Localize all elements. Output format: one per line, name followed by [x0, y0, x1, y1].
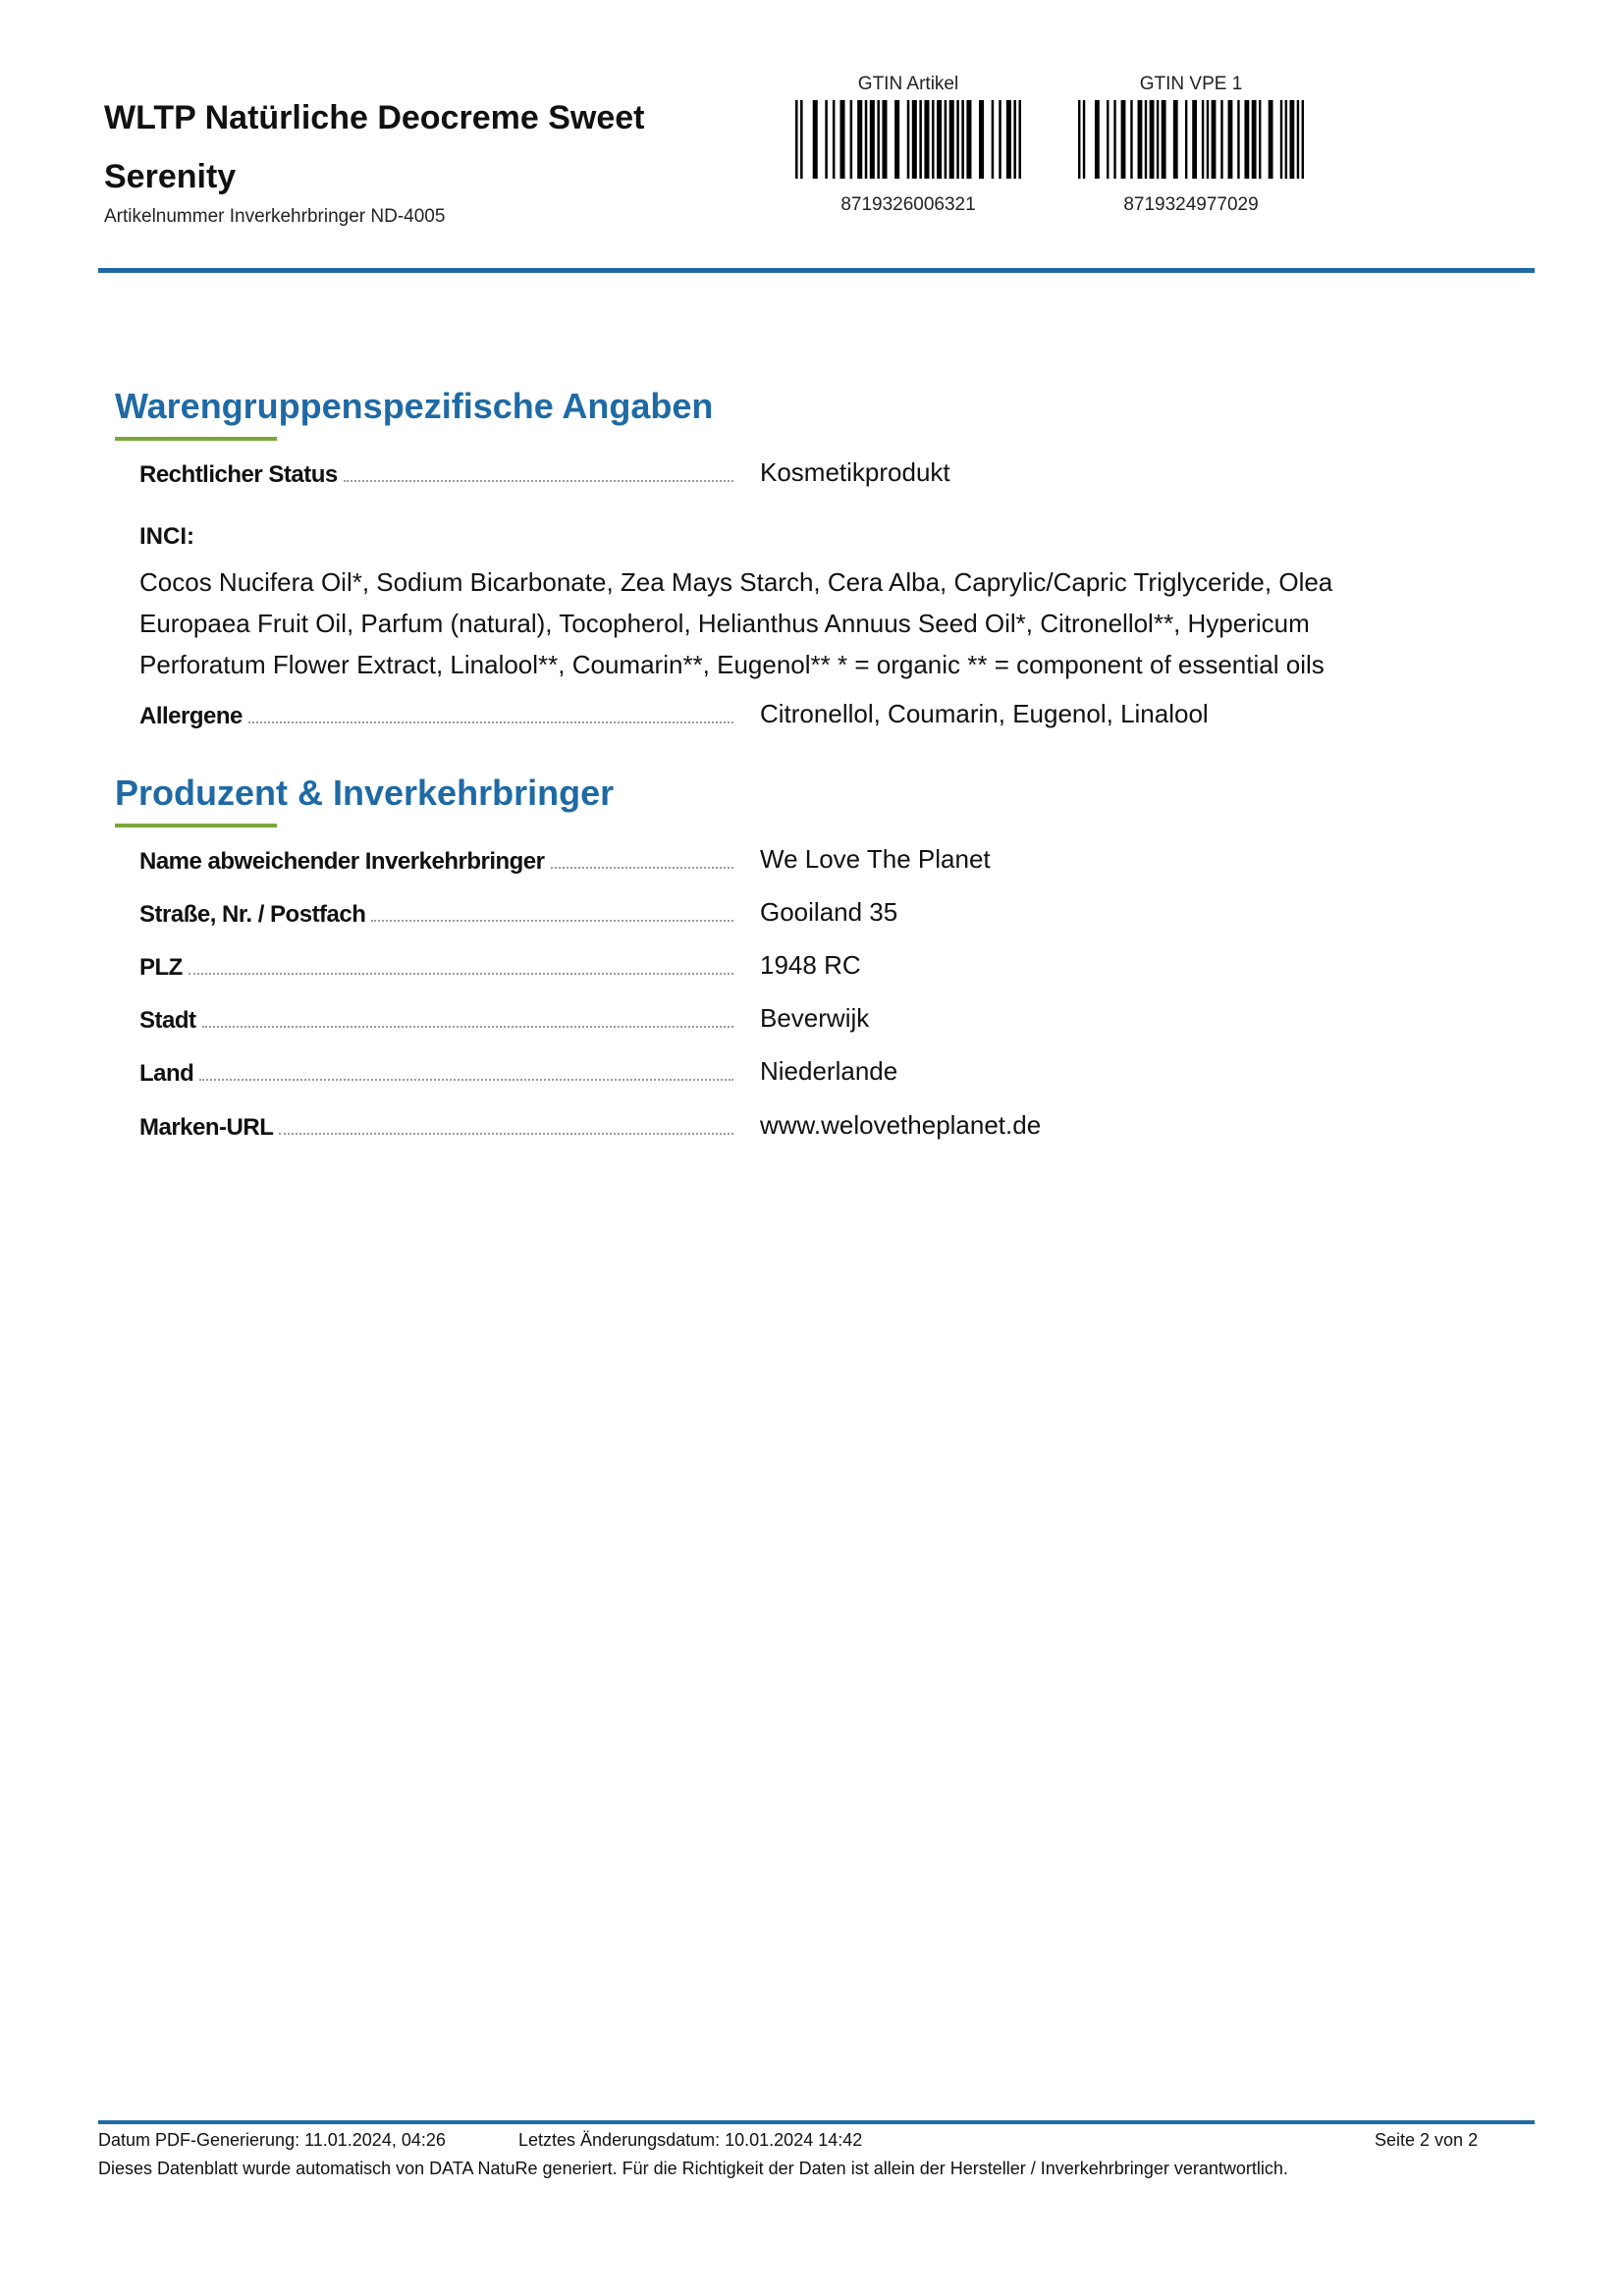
section-underline	[115, 437, 277, 441]
dot-leader	[344, 479, 733, 482]
barcode-bar	[937, 100, 942, 179]
barcode-image	[795, 100, 1021, 179]
field-label: Name abweichender Inverkehrbringer	[139, 848, 545, 875]
barcode-bar	[1138, 100, 1143, 179]
barcode-bar	[1006, 100, 1011, 179]
barcode-label: GTIN VPE 1	[1139, 74, 1243, 94]
barcode-gtin-artikel	[795, 73, 1021, 216]
footer-page-number: Seite 2 von 2	[1375, 2130, 1479, 2150]
barcode-bar	[1130, 100, 1132, 179]
barcode-bar	[1285, 100, 1287, 179]
section-title-warengruppe: Warengruppenspezifische Angaben	[115, 386, 714, 426]
dot-leader	[248, 721, 733, 723]
dot-leader	[279, 1132, 733, 1135]
barcode-bar	[1121, 100, 1126, 179]
field-row-stadt	[139, 999, 1416, 1039]
field-label: PLZ	[139, 954, 183, 981]
footer-generated-date: Datum PDF-Generierung: 11.01.2024, 04:26	[98, 2130, 446, 2150]
barcode-bar	[966, 100, 971, 179]
barcode-bar	[1297, 100, 1299, 179]
barcode-bar	[825, 100, 828, 179]
barcode-bar	[833, 100, 836, 179]
barcode-bar	[1244, 100, 1249, 179]
barcode-bar	[932, 100, 935, 179]
barcode-bar	[1192, 100, 1197, 179]
field-row-plz	[139, 946, 1416, 986]
barcode-bar	[800, 100, 803, 179]
document-title: WLTP Natürliche Deocreme Sweet Serenity	[104, 99, 645, 195]
field-row-land	[139, 1052, 1416, 1092]
inci-text: Cocos Nucifera Oil*, Sodium Bicarbonate, Zea Mays Starch, Cera Alba, Caprylic/Capric Triglyceride, Olea Europaea Fruit Oil, Parfum (natural), Tocopherol, Helianthus Annuus Seed Oil*, Citronellol**, Hypericum Perforatum Flower Extract, Linalool**, Coumarin**, Eugenol** * = organic ** = component of essential oils	[139, 567, 1333, 679]
dot-leader	[551, 866, 734, 869]
barcode-bar	[1289, 100, 1294, 179]
barcode-bar	[1212, 100, 1217, 179]
field-value: Beverwijk	[760, 1003, 870, 1033]
field-label: Marken-URL	[139, 1114, 274, 1141]
barcode-label: GTIN Artikel	[857, 74, 959, 94]
barcode-bar	[1202, 100, 1204, 179]
barcode-bar	[857, 100, 862, 179]
barcode-bar	[877, 100, 880, 179]
barcode-bar	[919, 100, 922, 179]
barcode-bar	[912, 100, 917, 179]
footer-last-changed: Letztes Änderungsdatum: 10.01.2024 14:42	[518, 2130, 863, 2150]
barcode-bar	[1302, 100, 1304, 179]
footer-rule	[98, 2120, 1535, 2124]
barcode-bar	[961, 100, 964, 179]
barcode-bar	[1145, 100, 1147, 179]
dot-leader	[189, 972, 733, 975]
field-row-marken-url	[139, 1106, 1416, 1146]
barcode-bar	[1157, 100, 1159, 179]
barcode-image	[1078, 100, 1304, 179]
barcode-bar	[882, 100, 887, 179]
barcode-bar	[949, 100, 954, 179]
field-label: Straße, Nr. / Postfach	[139, 901, 366, 928]
barcode-bar	[1113, 100, 1115, 179]
dot-leader	[202, 1025, 734, 1028]
barcode-bar	[999, 100, 1001, 179]
barcode-number: 8719324977029	[1123, 194, 1259, 215]
field-value: Gooiland 35	[760, 897, 898, 927]
barcode-bar	[1259, 100, 1261, 179]
barcode-bar	[924, 100, 929, 179]
barcode-bar	[839, 100, 844, 179]
barcode-bar	[1280, 100, 1282, 179]
field-label: Land	[139, 1060, 194, 1087]
barcode-bar	[1107, 100, 1109, 179]
field-value: Citronellol, Coumarin, Eugenol, Linalool	[760, 699, 1209, 728]
footer-disclaimer: Dieses Datenblatt wurde automatisch von DATA NatuRe generiert. Für die Richtigkeit der Daten ist allein der Hersteller / Inverkehrbringer verantwortlich.	[98, 2159, 1288, 2178]
dot-leader	[199, 1078, 733, 1081]
section-underline	[115, 824, 277, 828]
field-value: 1948 RC	[760, 950, 861, 980]
field-row-allergene	[139, 695, 1416, 734]
field-row-inverkehrbringer	[139, 840, 1416, 880]
dot-leader	[371, 919, 733, 922]
barcode-bar	[1185, 100, 1187, 179]
barcode-gtin-vpe	[1078, 73, 1304, 216]
field-value: Kosmetikprodukt	[760, 457, 950, 487]
barcode-bar	[992, 100, 995, 179]
barcode-bar	[1150, 100, 1155, 179]
barcode-bar	[1237, 100, 1239, 179]
field-label: Stadt	[139, 1007, 196, 1034]
barcode-bar	[894, 100, 899, 179]
barcode-number: 8719326006321	[840, 194, 976, 215]
barcode-bar	[945, 100, 947, 179]
section-title-produzent: Produzent & Inverkehrbringer	[115, 773, 615, 813]
barcode-bar	[813, 100, 818, 179]
barcode-bar	[1173, 100, 1178, 179]
field-value: Niederlande	[760, 1056, 898, 1086]
article-number: Artikelnummer Inverkehrbringer ND-4005	[104, 206, 446, 227]
barcode-bar	[850, 100, 853, 179]
barcode-bar	[1252, 100, 1257, 179]
barcode-bar	[1207, 100, 1209, 179]
field-value: We Love The Planet	[760, 844, 991, 874]
barcode-bar	[1269, 100, 1273, 179]
barcode-bar	[1018, 100, 1021, 179]
barcode-bar	[1083, 100, 1085, 179]
barcode-bar	[1162, 100, 1166, 179]
barcode-bar	[795, 100, 798, 179]
inci-heading: INCI:	[139, 523, 194, 550]
barcode-bar	[1220, 100, 1222, 179]
barcode-bar	[865, 100, 868, 179]
barcode-bar	[1228, 100, 1233, 179]
field-label: Rechtlicher Status	[139, 461, 338, 488]
barcode-bar	[1013, 100, 1016, 179]
field-row-strasse	[139, 893, 1416, 933]
field-row-rechtlicher-status	[139, 454, 1416, 493]
barcode-bar	[907, 100, 910, 179]
field-value: www.welovetheplanet.de	[760, 1110, 1042, 1140]
barcode-bar	[870, 100, 875, 179]
barcode-bar	[979, 100, 984, 179]
barcode-bar	[1078, 100, 1080, 179]
barcode-bar	[1095, 100, 1100, 179]
header-rule	[98, 268, 1535, 273]
barcode-bar	[956, 100, 959, 179]
field-label: Allergene	[139, 703, 243, 729]
